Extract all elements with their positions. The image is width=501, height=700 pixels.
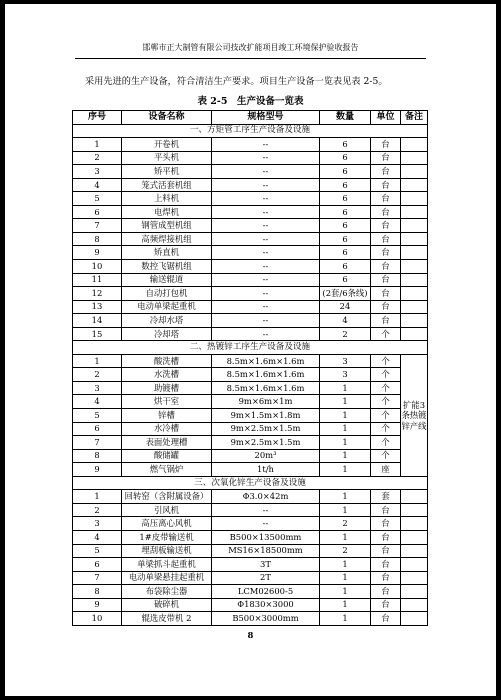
table-row <box>73 517 428 531</box>
table-cell: 6 <box>320 232 371 246</box>
table-cell: 8 <box>73 585 122 599</box>
table-row <box>73 381 428 395</box>
table-cell: 1 <box>320 409 371 423</box>
page-number: 8 <box>247 631 254 641</box>
table-cell: 14 <box>73 314 122 328</box>
table-row <box>73 246 428 260</box>
table-cell: 2 <box>73 151 122 165</box>
table-cell: 单梁抓斗起重机 <box>122 558 212 572</box>
table-cell: 台 <box>371 571 401 585</box>
table-row <box>73 422 428 436</box>
remark-cell <box>401 314 428 328</box>
table-cell: 个 <box>371 449 401 463</box>
table-cell: 9 <box>73 463 122 477</box>
column-header: 序号 <box>73 111 122 125</box>
table-cell: 5 <box>73 192 122 206</box>
table-cell: 高频焊接机组 <box>122 232 212 246</box>
table-row <box>73 449 428 463</box>
table-row <box>73 287 428 301</box>
table-row <box>73 409 428 423</box>
table-row <box>73 219 428 233</box>
table-cell: 4 <box>73 178 122 192</box>
table-cell: -- <box>212 300 320 314</box>
table-cell: -- <box>212 314 320 328</box>
table-cell: 1 <box>320 381 371 395</box>
table-cell: 7 <box>73 219 122 233</box>
table-cell: 台 <box>371 585 401 599</box>
section-title: 二、热镀锌工序生产设备及设施 <box>73 341 428 355</box>
table-cell: 矫平机 <box>122 165 212 179</box>
table-cell: 回转窑（含附属设备） <box>122 490 212 504</box>
table-cell: 6 <box>73 422 122 436</box>
table-cell: 台 <box>371 558 401 572</box>
table-cell: 6 <box>320 192 371 206</box>
table-header-row <box>73 111 428 125</box>
column-header: 规格型号 <box>212 111 320 125</box>
table-row <box>73 260 428 274</box>
remark-cell <box>401 585 428 599</box>
table-cell: MS16×18500mm <box>212 544 320 558</box>
table-cell: 套 <box>371 490 401 504</box>
table-cell: 个 <box>371 395 401 409</box>
table-cell: B500×3000mm <box>212 612 320 626</box>
column-header: 设备名称 <box>122 111 212 125</box>
table-cell: 1 <box>320 490 371 504</box>
remark-cell <box>401 138 428 152</box>
table-row <box>73 436 428 450</box>
table-row <box>73 314 428 328</box>
remark-cell <box>401 327 428 341</box>
table-row <box>73 503 428 517</box>
table-cell: 个 <box>371 381 401 395</box>
table-row <box>73 300 428 314</box>
table-cell: 3T <box>212 558 320 572</box>
table-cell: 1 <box>320 395 371 409</box>
table-cell: 20m³ <box>212 449 320 463</box>
table-cell: 6 <box>73 205 122 219</box>
table-cell: 6 <box>320 165 371 179</box>
table-cell: 1 <box>320 503 371 517</box>
table-cell: 6 <box>320 151 371 165</box>
table-cell: 台 <box>371 178 401 192</box>
table-cell: 1 <box>320 449 371 463</box>
table-cell: 6 <box>320 260 371 274</box>
table-cell: 2T <box>212 571 320 585</box>
table-cell: 平头机 <box>122 151 212 165</box>
table-cell: 8.5m×1.6m×1.6m <box>212 381 320 395</box>
table-row <box>73 151 428 165</box>
remark-cell <box>401 544 428 558</box>
table-cell: 水洗槽 <box>122 368 212 382</box>
table-cell: 台 <box>371 273 401 287</box>
column-header: 备注 <box>401 111 428 125</box>
table-cell: 9m×2.5m×1.5m <box>212 422 320 436</box>
remark-cell <box>401 165 428 179</box>
table-cell: 座 <box>371 463 401 477</box>
table-cell: 台 <box>371 544 401 558</box>
table-cell: 2 <box>73 503 122 517</box>
table-row <box>73 368 428 382</box>
table-cell: 8.5m×1.6m×1.6m <box>212 354 320 368</box>
column-header: 数量 <box>320 111 371 125</box>
header-rule <box>75 58 426 59</box>
table-cell: 24 <box>320 300 371 314</box>
table-cell: 1 <box>320 598 371 612</box>
table-cell: 台 <box>371 192 401 206</box>
table-cell: 电动单梁起重机 <box>122 300 212 314</box>
table-cell: 输送辊道 <box>122 273 212 287</box>
table-cell: 电动单梁悬挂起重机 <box>122 571 212 585</box>
table-cell: 4 <box>320 314 371 328</box>
table-row <box>73 273 428 287</box>
table-cell: 9m×1.5m×1.8m <box>212 409 320 423</box>
table-cell: 酸储罐 <box>122 449 212 463</box>
table-cell: -- <box>212 260 320 274</box>
section-title-row <box>73 124 428 138</box>
table-cell: 8 <box>73 232 122 246</box>
table-cell: -- <box>212 503 320 517</box>
table-cell: 台 <box>371 246 401 260</box>
remark-cell <box>401 530 428 544</box>
table-cell: 高压离心风机 <box>122 517 212 531</box>
table-cell: 8.5m×1.6m×1.6m <box>212 368 320 382</box>
remark-cell <box>401 205 428 219</box>
table-row <box>73 165 428 179</box>
table-cell: 个 <box>371 327 401 341</box>
table-cell: 钢管成型机组 <box>122 219 212 233</box>
table-cell: 10 <box>73 612 122 626</box>
column-header: 单位 <box>371 111 401 125</box>
table-cell: 台 <box>371 260 401 274</box>
table-cell: 4 <box>73 530 122 544</box>
table-row <box>73 463 428 477</box>
table-cell: 烘干室 <box>122 395 212 409</box>
table-cell: 台 <box>371 314 401 328</box>
table-cell: LCM02600-5 <box>212 585 320 599</box>
table-cell: 1 <box>320 571 371 585</box>
table-cell: -- <box>212 287 320 301</box>
table-row <box>73 192 428 206</box>
remark-cell <box>401 517 428 531</box>
table-cell: 埋刮板输送机 <box>122 544 212 558</box>
table-cell: 数控飞锯机组 <box>122 260 212 274</box>
table-cell: 台 <box>371 138 401 152</box>
table-cell: 7 <box>73 436 122 450</box>
table-cell: Φ3.0×42m <box>212 490 320 504</box>
table-cell: -- <box>212 178 320 192</box>
remark-cell <box>401 219 428 233</box>
remark-cell <box>401 300 428 314</box>
table-cell: 1 <box>73 354 122 368</box>
table-cell: 7 <box>73 571 122 585</box>
table-row <box>73 530 428 544</box>
table-cell: -- <box>212 138 320 152</box>
table-cell: 上料机 <box>122 192 212 206</box>
table-cell: 水冷槽 <box>122 422 212 436</box>
table-row <box>73 544 428 558</box>
table-cell: 9m×2.5m×1.5m <box>212 436 320 450</box>
section-title-row <box>73 476 428 490</box>
table-cell: 表面处理槽 <box>122 436 212 450</box>
table-cell: 个 <box>371 354 401 368</box>
table-cell: 13 <box>73 300 122 314</box>
table-cell: 2 <box>320 544 371 558</box>
table-cell: 矫直机 <box>122 246 212 260</box>
table-cell: 11 <box>73 273 122 287</box>
table-row <box>73 571 428 585</box>
table-cell: 台 <box>371 503 401 517</box>
table-cell: 台 <box>371 300 401 314</box>
table-cell: 台 <box>371 165 401 179</box>
intro-paragraph: 采用先进的生产设备，符合清洁生产要求。项目生产设备一览表见表 2-5。 <box>85 76 388 87</box>
remark-cell <box>401 612 428 626</box>
remark-cell <box>401 598 428 612</box>
table-cell: 1 <box>73 490 122 504</box>
remark-cell <box>401 571 428 585</box>
table-row <box>73 205 428 219</box>
document-page <box>5 4 496 696</box>
table-row <box>73 232 428 246</box>
table-row <box>73 395 428 409</box>
remark-cell <box>401 178 428 192</box>
table-row <box>73 598 428 612</box>
table-cell: 8 <box>73 449 122 463</box>
remark-cell <box>401 260 428 274</box>
remark-cell: 扩能3条热镀锌产线 <box>401 354 428 476</box>
table-cell: 1#皮带输送机 <box>122 530 212 544</box>
table-cell: 6 <box>73 558 122 572</box>
table-cell: 冷却水塔 <box>122 314 212 328</box>
table-cell: 15 <box>73 327 122 341</box>
table-cell: 布袋除尘器 <box>122 585 212 599</box>
table-cell: 3 <box>73 381 122 395</box>
table-cell: 2 <box>320 517 371 531</box>
table-cell: 1 <box>320 530 371 544</box>
table-cell: 台 <box>371 598 401 612</box>
remark-cell <box>401 287 428 301</box>
table-cell: 9 <box>73 246 122 260</box>
table-cell: 台 <box>371 287 401 301</box>
table-cell: 1t/h <box>212 463 320 477</box>
table-cell: -- <box>212 232 320 246</box>
table-row <box>73 327 428 341</box>
table-cell: 个 <box>371 436 401 450</box>
running-header: 邯郸市正大制管有限公司技改扩能项目竣工环境保护验收报告 <box>142 43 359 52</box>
table-cell: 2 <box>73 368 122 382</box>
table-cell: 1 <box>320 612 371 626</box>
table-cell: B500×13500mm <box>212 530 320 544</box>
table-cell: 酸洗槽 <box>122 354 212 368</box>
table-cell: 1 <box>320 558 371 572</box>
table-cell: 1 <box>320 585 371 599</box>
table-cell: 锌槽 <box>122 409 212 423</box>
table-cell: 台 <box>371 232 401 246</box>
table-cell: 5 <box>73 544 122 558</box>
table-cell: 台 <box>371 530 401 544</box>
table-cell: 个 <box>371 422 401 436</box>
table-cell: 台 <box>371 612 401 626</box>
table-cell: -- <box>212 165 320 179</box>
remark-cell <box>401 151 428 165</box>
table-cell: -- <box>212 246 320 260</box>
section-title-row <box>73 341 428 355</box>
table-cell: 引风机 <box>122 503 212 517</box>
table-row <box>73 138 428 152</box>
section-title: 一、方矩管工序生产设备及设施 <box>73 124 428 138</box>
table-row <box>73 178 428 192</box>
table-row <box>73 585 428 599</box>
table-cell: 9m×6m×1m <box>212 395 320 409</box>
table-cell: 台 <box>371 219 401 233</box>
table-cell: 9 <box>73 598 122 612</box>
table-row <box>73 558 428 572</box>
table-cell: 6 <box>320 138 371 152</box>
table-cell: 电焊机 <box>122 205 212 219</box>
remark-cell <box>401 490 428 504</box>
table-cell: -- <box>212 151 320 165</box>
table-cell: 台 <box>371 205 401 219</box>
table-cell: 10 <box>73 260 122 274</box>
table-cell: 3 <box>320 368 371 382</box>
table-cell: 1 <box>320 463 371 477</box>
table-row <box>73 354 428 368</box>
table-cell: -- <box>212 517 320 531</box>
table-cell: 台 <box>371 151 401 165</box>
table-cell: Φ1830×3000 <box>212 598 320 612</box>
table-cell: 开卷机 <box>122 138 212 152</box>
table-cell: 自动打包机 <box>122 287 212 301</box>
table-cell: 个 <box>371 368 401 382</box>
table-cell: -- <box>212 205 320 219</box>
table-cell: 个 <box>371 409 401 423</box>
remark-cell <box>401 192 428 206</box>
table-cell: 5 <box>73 409 122 423</box>
table-cell: 6 <box>320 178 371 192</box>
table-cell: 3 <box>73 517 122 531</box>
table-cell: 6 <box>320 219 371 233</box>
table-cell: 1 <box>73 138 122 152</box>
table-caption: 表 2-5 生产设备一览表 <box>197 96 304 107</box>
table-cell: 3 <box>73 165 122 179</box>
table-cell: 辊选皮带机 2 <box>122 612 212 626</box>
table-cell: 助镀槽 <box>122 381 212 395</box>
table-cell: 燃气锅炉 <box>122 463 212 477</box>
table-cell: (2套/6条线) <box>320 287 371 301</box>
table-cell: 6 <box>320 246 371 260</box>
table-row <box>73 612 428 626</box>
table-cell: -- <box>212 219 320 233</box>
table-cell: 冷却塔 <box>122 327 212 341</box>
table-cell: -- <box>212 273 320 287</box>
table-cell: 台 <box>371 517 401 531</box>
table-cell: -- <box>212 327 320 341</box>
remark-cell <box>401 503 428 517</box>
table-cell: 笼式活套机组 <box>122 178 212 192</box>
remark-cell <box>401 558 428 572</box>
table-cell: 6 <box>320 205 371 219</box>
section-title: 三、次氧化锌生产设备及设施 <box>73 476 428 490</box>
table-cell: 1 <box>320 422 371 436</box>
table-cell: 4 <box>73 395 122 409</box>
table-cell: 12 <box>73 287 122 301</box>
table-row <box>73 490 428 504</box>
table-cell: -- <box>212 192 320 206</box>
remark-cell <box>401 246 428 260</box>
remark-cell <box>401 273 428 287</box>
table-cell: 1 <box>320 436 371 450</box>
remark-cell <box>401 232 428 246</box>
table-cell: 3 <box>320 354 371 368</box>
table-cell: 破碎机 <box>122 598 212 612</box>
equipment-table <box>72 110 428 626</box>
table-cell: 6 <box>320 273 371 287</box>
table-cell: 2 <box>320 327 371 341</box>
